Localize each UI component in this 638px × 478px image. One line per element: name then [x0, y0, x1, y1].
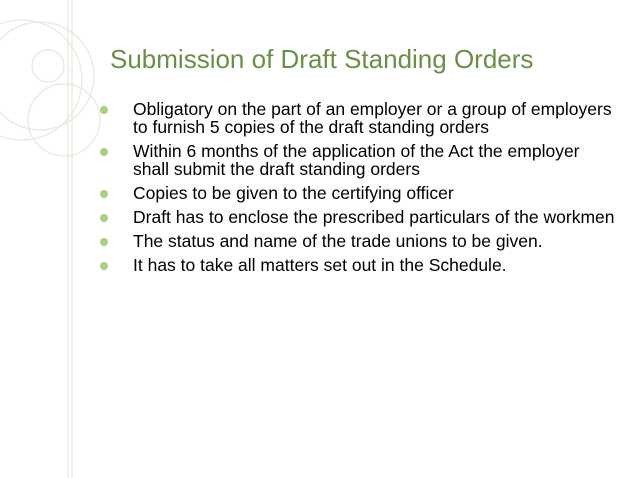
bullet-item — [100, 142, 620, 178]
decor-circle — [32, 50, 64, 82]
bullet-text: Obligatory on the part of an employer or a group of employers to furnish 5 copies of the draft standing orders — [133, 99, 612, 137]
bullet-icon — [100, 262, 108, 270]
bullet-item — [100, 184, 620, 202]
bullet-icon — [100, 190, 108, 198]
bullet-icon — [100, 214, 108, 222]
bullet-item — [100, 100, 620, 136]
bullet-text: The status and name of the trade unions to be given. — [133, 231, 543, 251]
slide-title: Submission of Draft Standing Orders — [110, 44, 534, 74]
bullet-text: Copies to be given to the certifying officer — [133, 183, 454, 203]
bullet-item — [100, 208, 620, 226]
bullet-text: It has to take all matters set out in the Schedule. — [133, 255, 507, 275]
decor-circle — [28, 84, 100, 156]
bullet-item — [100, 256, 620, 274]
bullet-icon — [100, 148, 108, 156]
bullet-text: Within 6 months of the application of the Act the employer shall submit the draft standing orders — [133, 141, 580, 179]
bullet-list — [100, 100, 620, 280]
bullet-icon — [100, 238, 108, 246]
bullet-item — [100, 232, 620, 250]
bullet-icon — [100, 106, 108, 114]
bullet-text: Draft has to enclose the prescribed particulars of the workmen — [133, 207, 615, 227]
decor-circle — [0, 22, 94, 130]
